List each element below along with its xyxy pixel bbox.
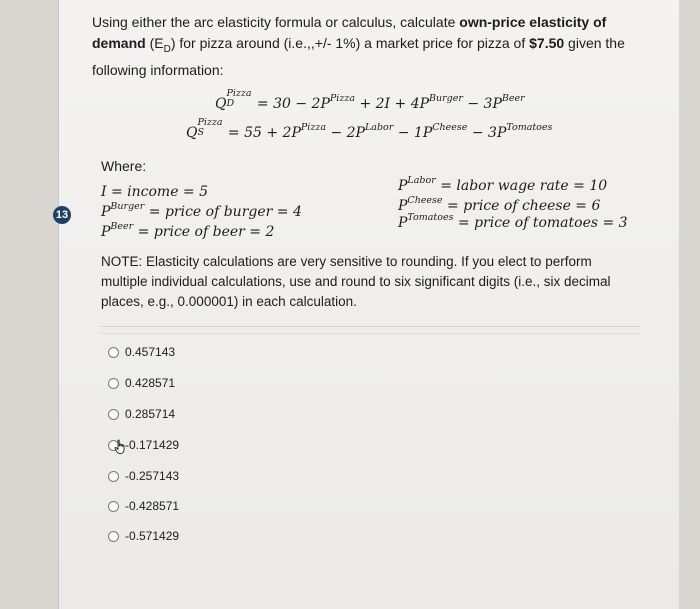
demand-lhs-sub: D <box>226 98 235 109</box>
tomatoes-text: = price of tomatoes = 3 <box>453 215 628 231</box>
tomatoes-definition <box>398 212 628 231</box>
radio-button[interactable] <box>108 471 119 482</box>
supply-rhs-4-sup: Tomatoes <box>506 122 553 133</box>
demand-rhs-2: + 2I + 4P <box>355 96 430 112</box>
demand-rhs-3-sup: Beer <box>501 93 525 104</box>
option-label: -0.257143 <box>125 469 180 483</box>
demand-rhs-1: = 30 − 2P <box>252 96 330 112</box>
radio-button[interactable] <box>108 378 119 389</box>
supply-equation <box>186 117 553 141</box>
question-text <box>92 12 632 81</box>
tomatoes-sup: Tomatoes <box>407 212 454 223</box>
answer-option-5[interactable] <box>108 468 179 484</box>
cheese-text: = price of cheese = 6 <box>442 198 601 214</box>
answer-option-6[interactable] <box>108 498 179 514</box>
supply-rhs-3: − 1P <box>393 125 433 141</box>
intro-bold: own-price elasticity of demand <box>92 14 607 51</box>
answer-option-3[interactable] <box>108 406 175 422</box>
demand-equation <box>215 88 525 112</box>
supply-rhs-1: = 55 + 2P <box>223 125 301 141</box>
answer-option-1[interactable] <box>108 344 175 360</box>
beer-sym: P <box>101 224 111 240</box>
demand-lhs-sup: Pizza <box>226 88 252 99</box>
supply-rhs-2: − 2P <box>326 125 365 141</box>
income-definition: I = income = 5 <box>101 184 209 200</box>
burger-sym: P <box>101 204 111 220</box>
option-label: 0.457143 <box>125 345 176 359</box>
cheese-sym: P <box>398 198 408 214</box>
option-label: -0.428571 <box>125 499 180 513</box>
radio-button[interactable] <box>108 347 119 358</box>
divider <box>100 333 640 334</box>
option-label: 0.428571 <box>125 376 176 390</box>
answer-option-2[interactable] <box>108 375 175 391</box>
rounding-note: NOTE: Elasticity calculations are very sensitive to rounding. If you elect to perform multiple individual calculations, use and round to six significant digits (i.e., six decimal places, e.g., 0.000001) in each calculation. <box>101 254 611 309</box>
answer-option-7[interactable] <box>108 528 179 544</box>
demand-rhs-1-sup: Pizza <box>329 93 355 104</box>
cheese-sup: Cheese <box>407 195 443 206</box>
supply-rhs-2-sup: Labor <box>364 122 394 133</box>
labor-text: = labor wage rate = 10 <box>435 178 608 194</box>
burger-sup: Burger <box>110 201 145 212</box>
supply-rhs-1-sup: Pizza <box>300 122 326 133</box>
labor-sup: Labor <box>407 175 436 186</box>
burger-definition <box>101 201 302 220</box>
hand-pointer-icon <box>113 439 129 455</box>
labor-definition <box>398 175 608 194</box>
intro-text-3: ) for pizza around (i.e.,,+/- 1%) a market price for pizza of <box>170 35 530 51</box>
where-label: Where: <box>101 158 147 174</box>
option-label: 0.285714 <box>125 407 176 421</box>
burger-text: = price of burger = 4 <box>144 204 302 220</box>
radio-button[interactable] <box>108 409 119 420</box>
labor-sym: P <box>398 178 408 194</box>
radio-button[interactable] <box>108 531 119 542</box>
supply-rhs-4: − 3P <box>467 125 507 141</box>
divider <box>100 326 640 327</box>
supply-lhs: Q <box>186 125 198 141</box>
intro-text-2: (E <box>145 35 164 51</box>
demand-rhs-2-sup: Burger <box>429 93 463 104</box>
beer-text: = price of beer = 2 <box>133 224 275 240</box>
supply-lhs-sup: Pizza <box>197 117 223 128</box>
demand-lhs: Q <box>215 96 227 112</box>
intro-sub: D <box>163 43 171 55</box>
radio-button[interactable] <box>108 501 119 512</box>
beer-sup: Beer <box>110 221 134 232</box>
intro-text-4: given the following information: <box>92 35 625 78</box>
beer-definition <box>101 221 275 240</box>
question-number-badge: 13 <box>53 206 71 224</box>
option-label: -0.571429 <box>125 529 180 543</box>
intro-text-1: Using either the arc elasticity formula or calculus, calculate <box>92 14 460 30</box>
option-label: -0.171429 <box>125 438 180 452</box>
supply-lhs-sub: S <box>197 127 204 138</box>
tomatoes-sym: P <box>398 215 408 231</box>
price-bold: $7.50 <box>529 35 565 51</box>
demand-rhs-3: − 3P <box>462 96 502 112</box>
supply-rhs-3-sup: Cheese <box>432 122 468 133</box>
